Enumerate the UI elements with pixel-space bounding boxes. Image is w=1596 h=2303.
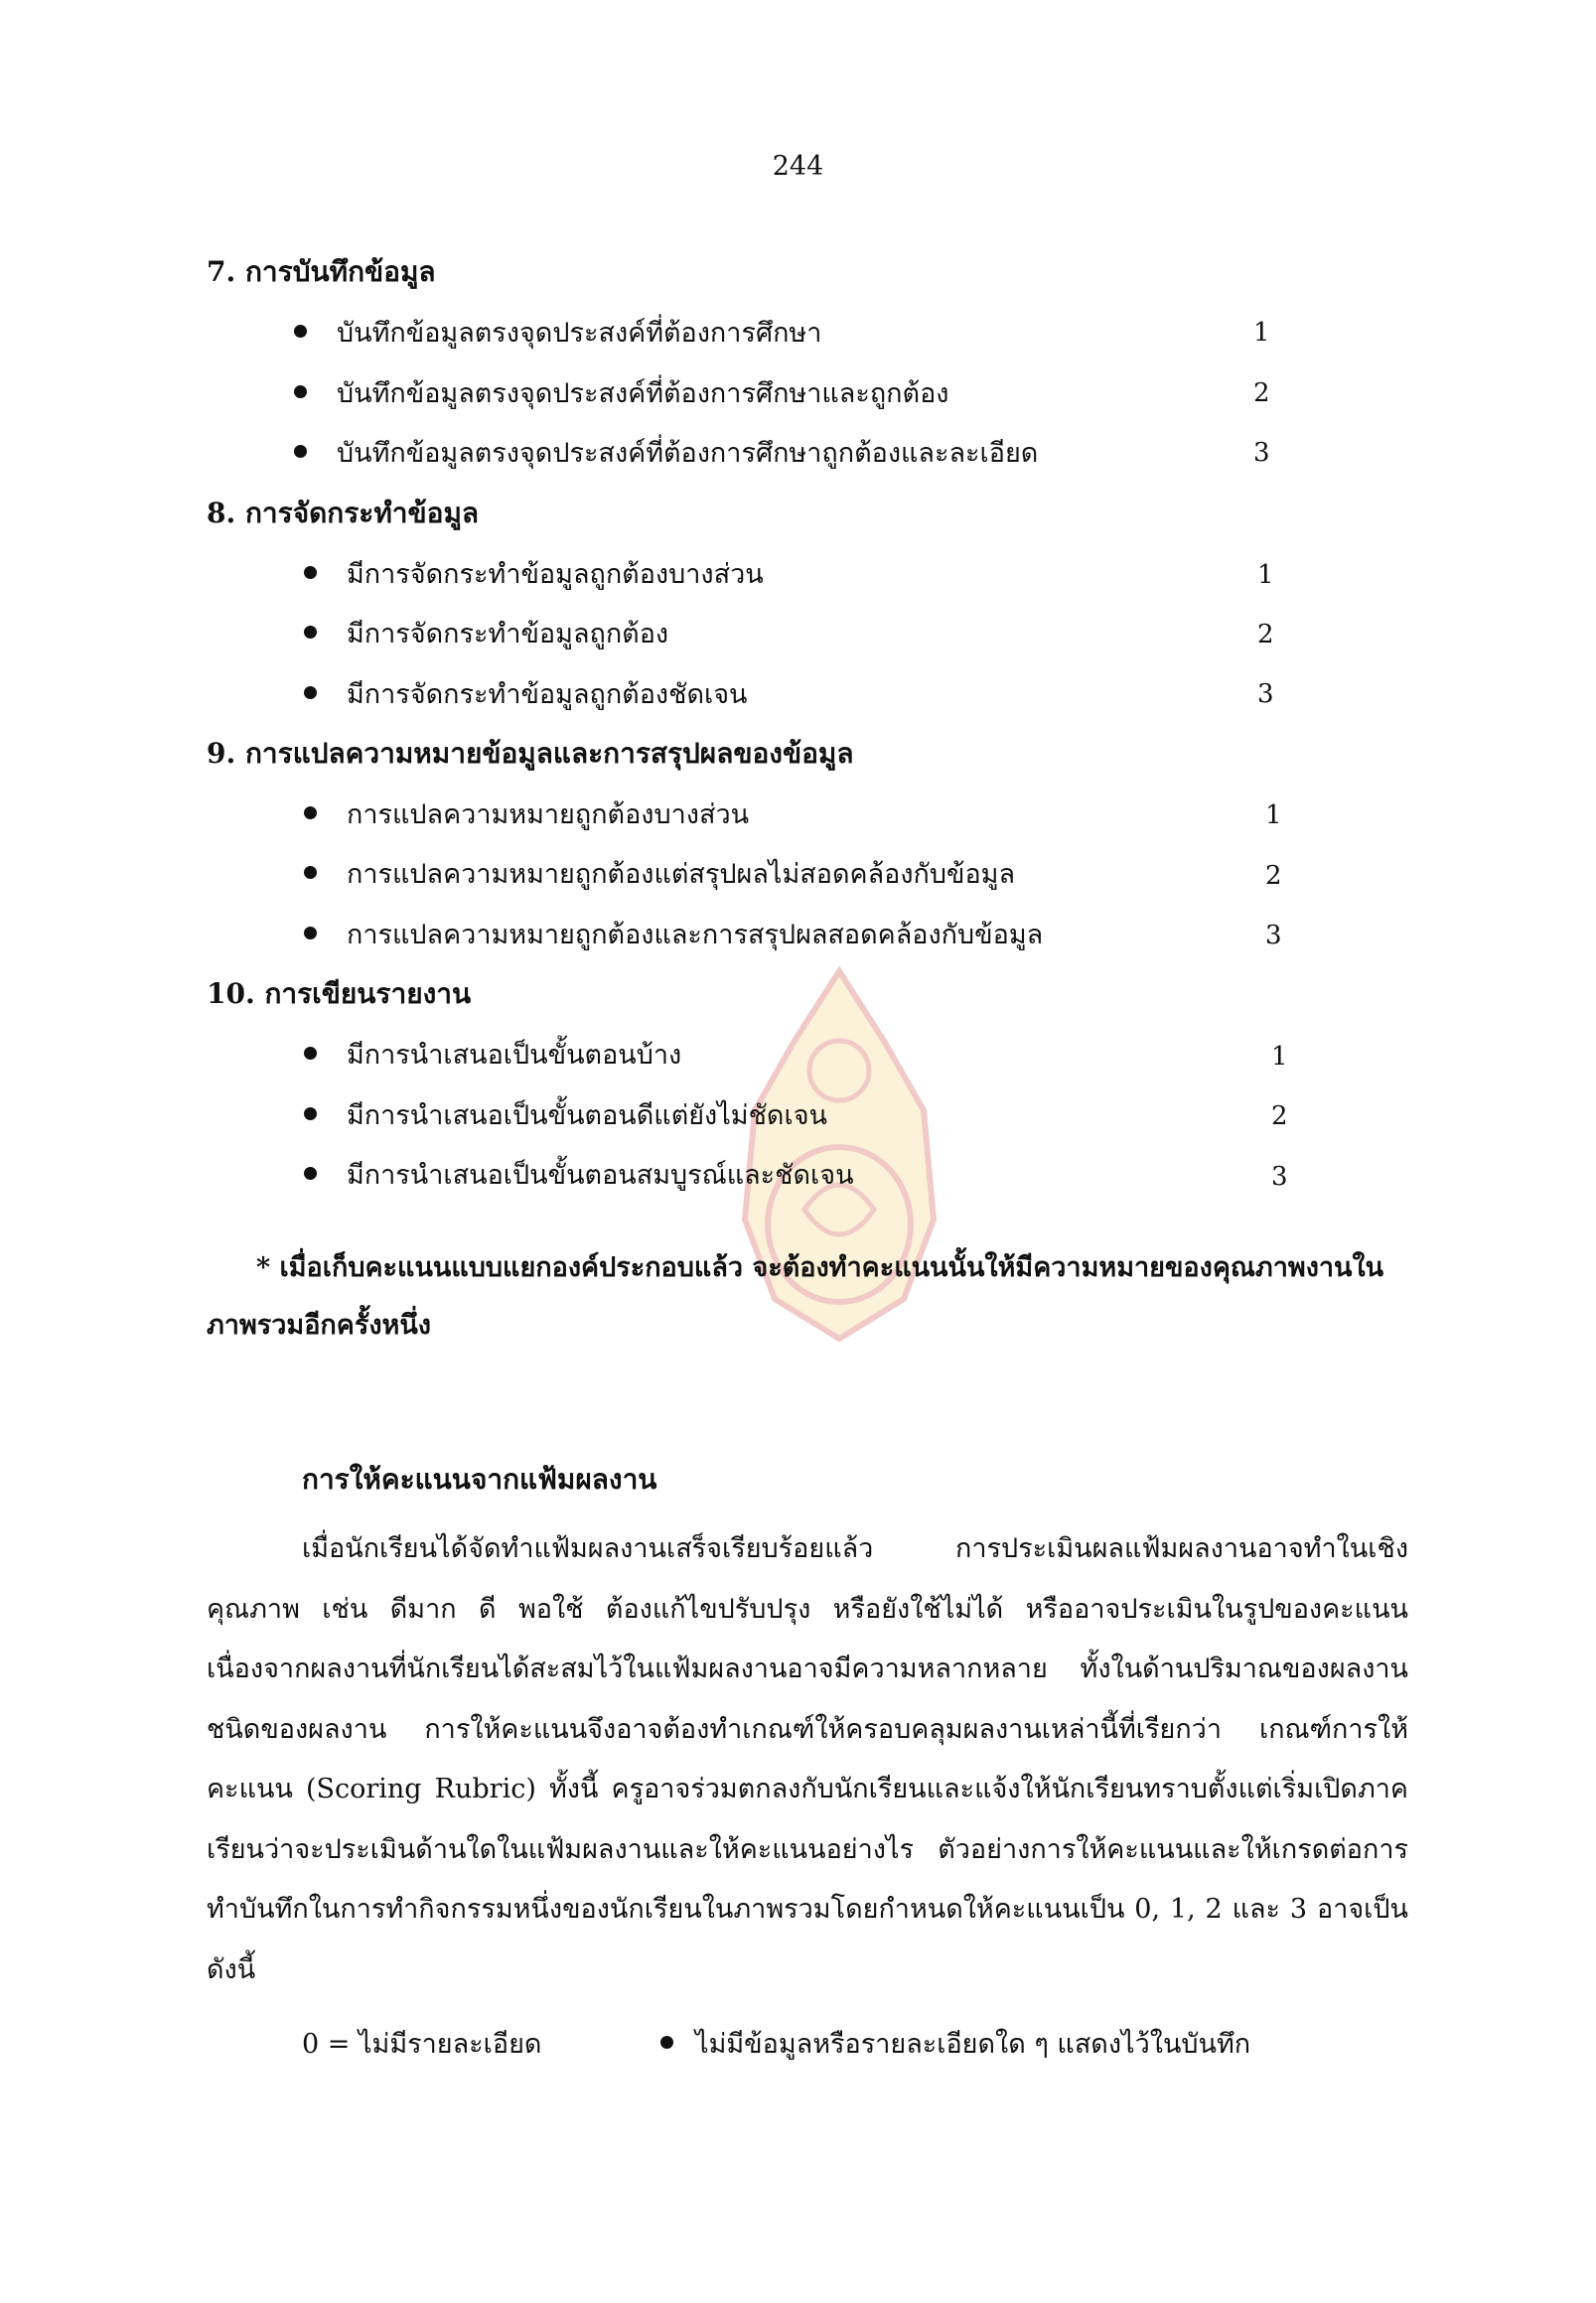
list-item: บันทึกข้อมูลตรงจุดประสงค์ที่ต้องการศึกษาถูกต้องและละเอียด (294, 431, 1038, 474)
list-item: มีการจัดกระทำข้อมูลถูกต้อง (304, 612, 668, 654)
list-item: บันทึกข้อมูลตรงจุดประสงค์ที่ต้องการศึกษาและถูกต้อง (294, 371, 948, 414)
item-score: 3 (1271, 1162, 1288, 1192)
item-score: 3 (1253, 438, 1270, 468)
section-heading-8: 8. การจัดกระทำข้อมูล (207, 497, 480, 529)
list-item: การแปลความหมายถูกต้องบางส่วน (304, 792, 749, 835)
bullet-icon (304, 1047, 317, 1060)
bullet-icon (294, 325, 307, 338)
footnote: * เมื่อเก็บคะแนนแบบแยกองค์ประกอบแล้ว จะต้องทำคะแนนนั้นให้มีความหมายของคุณภาพงานในภาพรวมอีกครั้งหนึ่ง (207, 1252, 1384, 1341)
bullet-icon (304, 686, 317, 699)
bullet-icon (294, 445, 307, 458)
list-item: มีการจัดกระทำข้อมูลถูกต้องชัดเจน (304, 672, 747, 715)
list-item: มีการนำเสนอเป็นขั้นตอนสมบูรณ์และชัดเจน (304, 1153, 854, 1196)
item-score: 1 (1271, 1042, 1288, 1072)
list-item: บันทึกข้อมูลตรงจุดประสงค์ที่ต้องการศึกษา (294, 311, 821, 354)
item-score: 2 (1257, 620, 1274, 649)
bullet-icon (304, 1167, 317, 1180)
bullet-icon (304, 866, 317, 879)
section-heading-10: 10. การเขียนรายงาน (207, 977, 472, 1010)
page-number: 244 (772, 151, 824, 182)
scale-description-zero: ไม่มีข้อมูลหรือรายละเอียดใด ๆ แสดงไว้ในบันทึก (660, 2022, 1250, 2065)
item-score: 1 (1253, 318, 1270, 348)
item-score: 2 (1265, 861, 1282, 891)
list-item: การแปลความหมายถูกต้องและการสรุปผลสอดคล้องกับข้อมูล (304, 913, 1043, 955)
item-score: 2 (1271, 1101, 1288, 1131)
bullet-icon (304, 566, 317, 579)
item-score: 3 (1265, 921, 1282, 950)
item-score: 3 (1257, 679, 1274, 709)
list-item: การแปลความหมายถูกต้องแต่สรุปผลไม่สอดคล้องกับข้อมูล (304, 852, 1015, 895)
bullet-icon (304, 626, 317, 639)
body-paragraph: เมื่อนักเรียนได้จัดทำแฟ้มผลงานเสร็จเรียบร้อยแล้ว การประเมินผลแฟ้มผลงานอาจทำในเชิงคุณภาพ เช่น ดีมาก ดี พอใช้ ต้องแก้ไขปรับปรุง หรือยังใช้ไม่ได้ หรืออาจประเมินในรูปของคะแนน เนื่องจากผลงานที่นักเรียนได้สะสมไว้ในแฟ้มผลงานอาจมีความหลากหลาย ทั้งในด้านปริมาณของผลงาน ชนิดของผลงาน การให้คะแนนจึงอาจต้องทำเกณฑ์ให้ครอบคลุมผลงานเหล่านี้ที่เรียกว่า เกณฑ์การให้คะแนน (Scoring Rubric) ทั้งนี้ ครูอาจร่วมตกลงกับนักเรียนและแจ้งให้นักเรียนทราบตั้งแต่เริ่มเปิดภาคเรียนว่าจะประเมินด้านใดในแฟ้มผลงานและให้คะแนนอย่างไร ตัวอย่างการให้คะแนนและให้เกรดต่อการทำบันทึกในการทำกิจกรรมหนึ่งของนักเรียนในภาพรวมโดยกำหนดให้คะแนนเป็น 0, 1, 2 และ 3 อาจเป็นดังนี้ (207, 1533, 1408, 1985)
bullet-icon (294, 385, 307, 398)
bullet-icon (660, 2036, 673, 2049)
item-score: 1 (1265, 800, 1282, 830)
list-item: มีการจัดกระทำข้อมูลถูกต้องบางส่วน (304, 552, 764, 595)
item-score: 2 (1253, 378, 1270, 408)
section-heading-7: 7. การบันทึกข้อมูล (207, 255, 436, 288)
bullet-icon (304, 1107, 317, 1120)
scale-label-zero: 0 = ไม่มีรายละเอียด (302, 2029, 542, 2060)
section-title-portfolio: การให้คะแนนจากแฟ้มผลงาน (302, 1463, 657, 1496)
list-item: มีการนำเสนอเป็นขั้นตอนบ้าง (304, 1033, 681, 1076)
bullet-icon (304, 927, 317, 939)
bullet-icon (304, 806, 317, 819)
item-score: 1 (1257, 560, 1274, 590)
section-heading-9: 9. การแปลความหมายข้อมูลและการสรุปผลของข้อมูล (207, 737, 854, 770)
list-item: มีการนำเสนอเป็นขั้นตอนดีแต่ยังไม่ชัดเจน (304, 1093, 827, 1136)
